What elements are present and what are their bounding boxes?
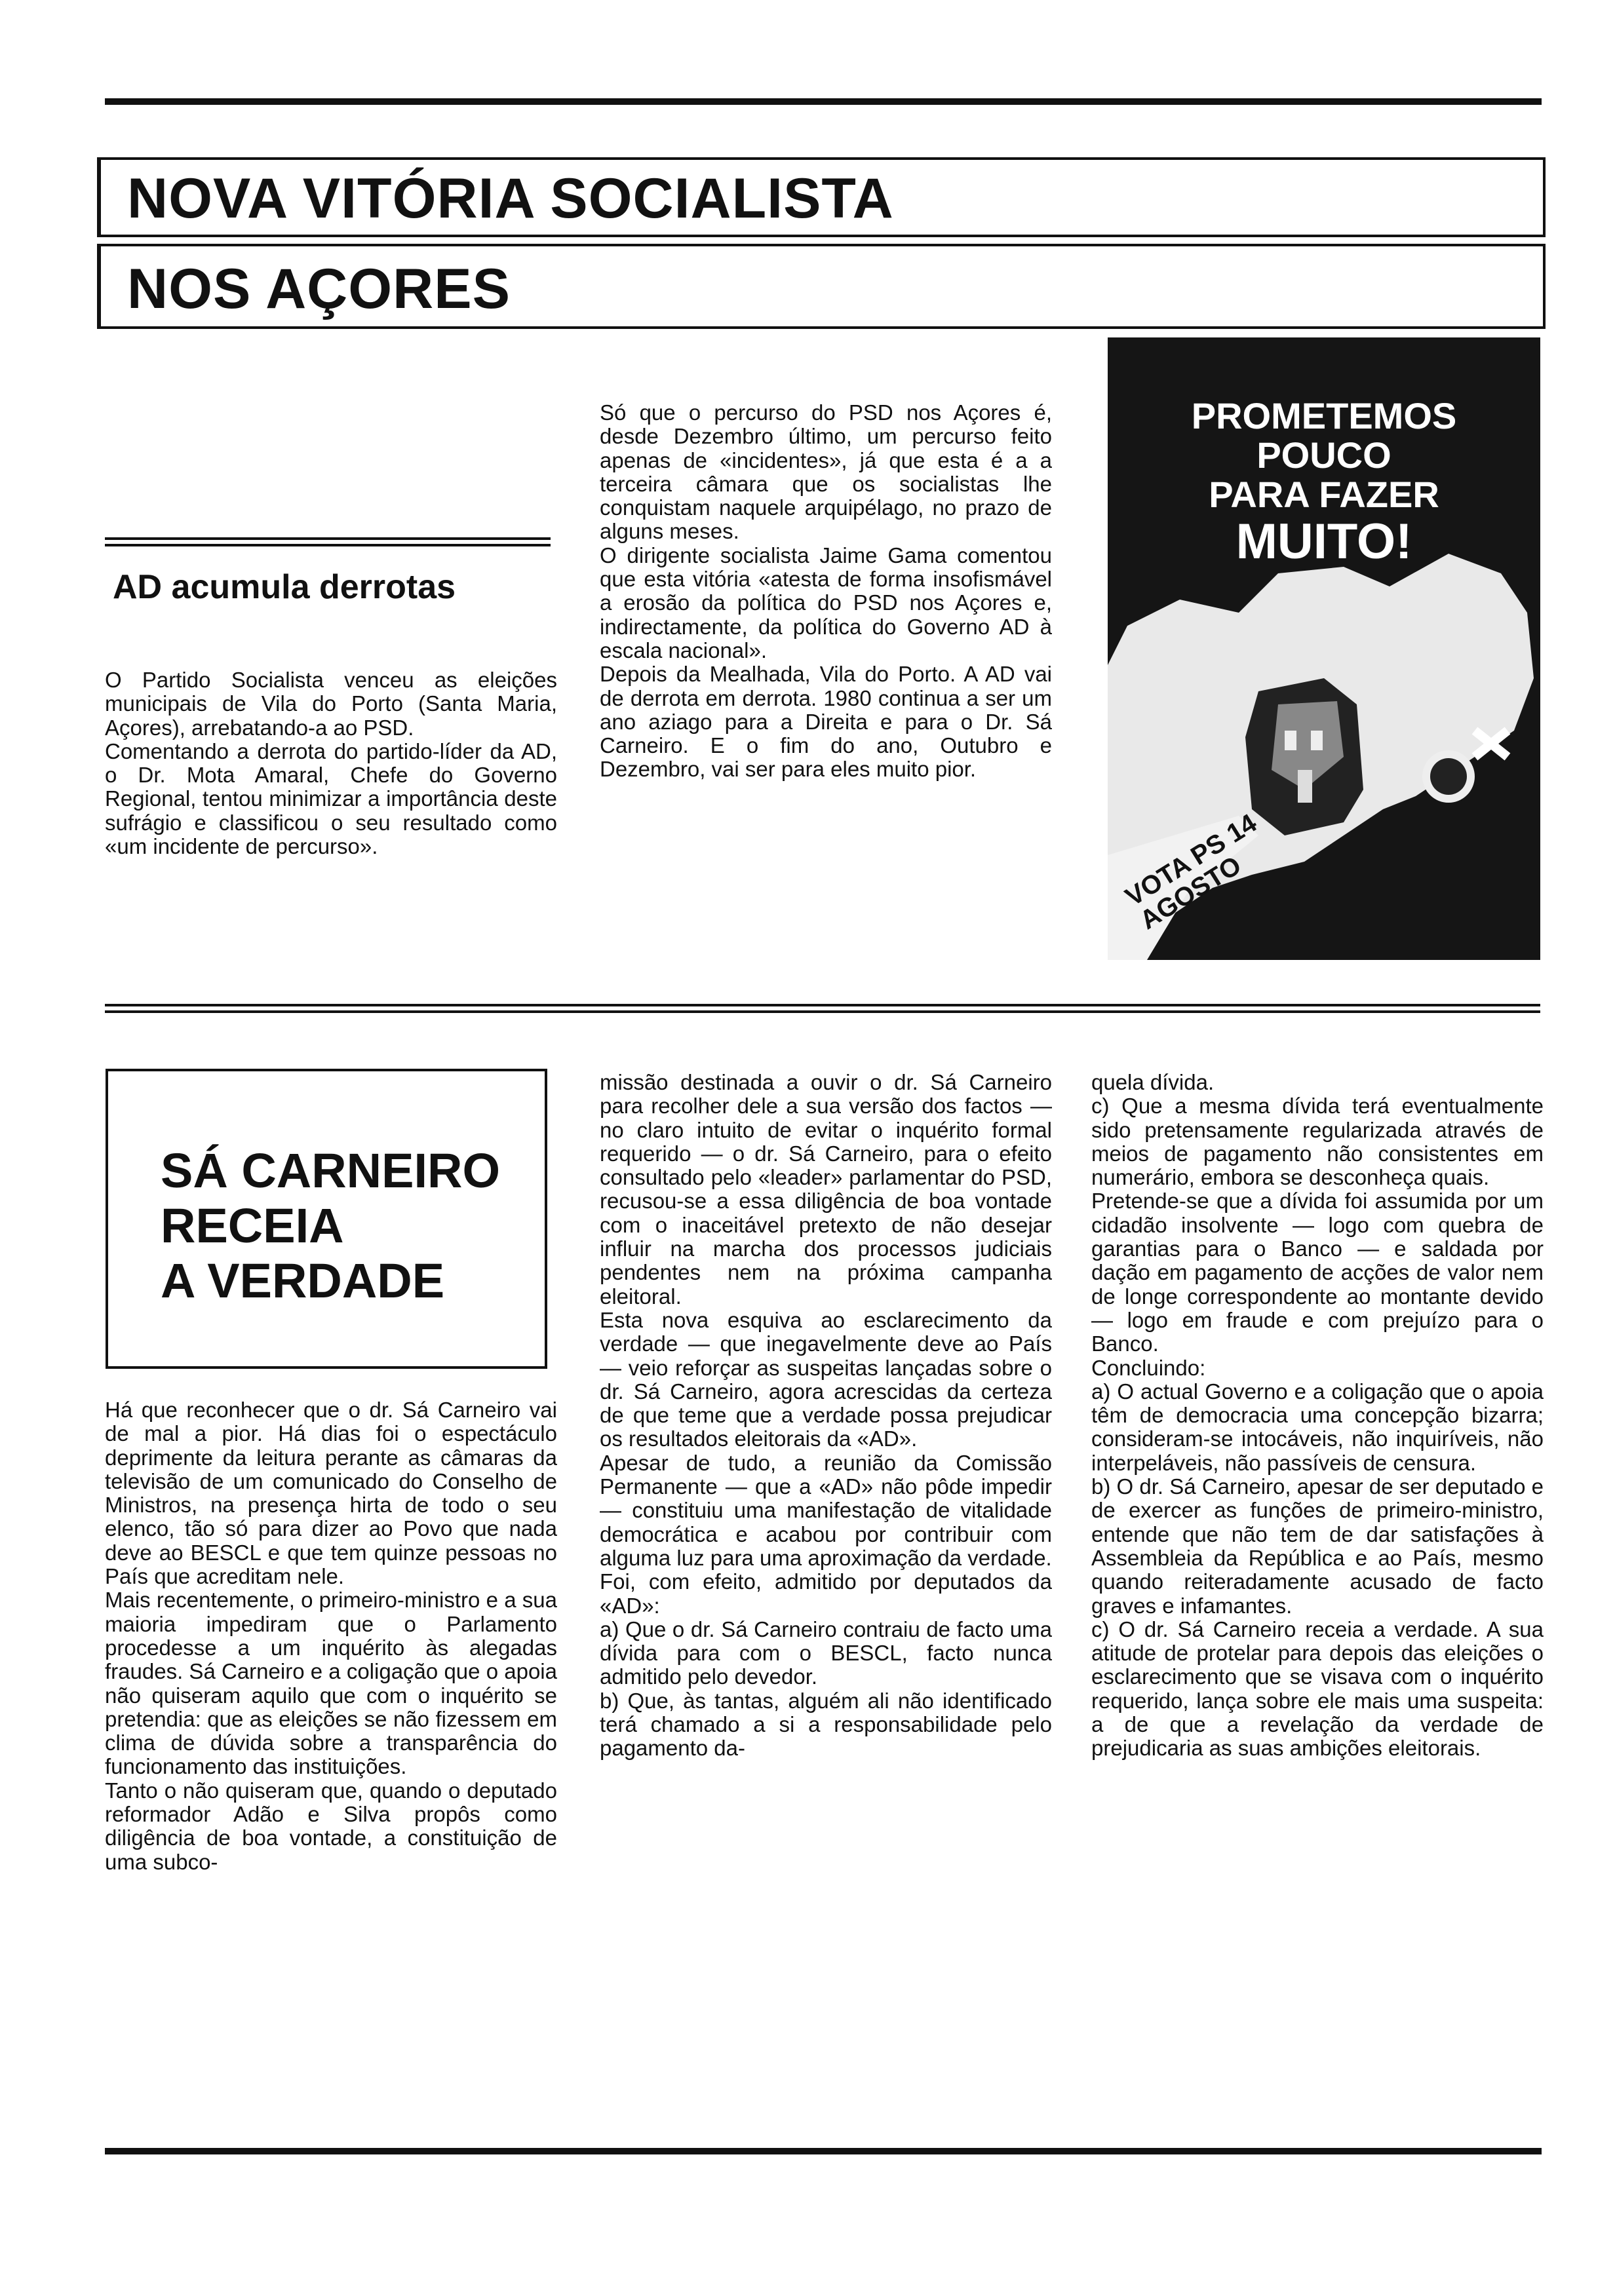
paragraph: Depois da Mealhada, Vila do Porto. A AD vai de derrota em derrota. 1980 continua a ser um ano aziago para a Direita e para o Dr. Sá Carneiro. E o fim do ano, Outubro e Dezembro, vai ser para eles muito pior. bbox=[600, 662, 1052, 782]
headline-line-2: NOS AÇORES bbox=[127, 258, 511, 320]
paragraph: Apesar de tudo, a reunião da Comissão Permanente — que a «AD» não pôde impedir — constituiu uma manifestação de vitalidade democrática e acabou por contribuir com alguma luz para uma aproximação da verdade. bbox=[600, 1450, 1052, 1570]
subhead-ad-acumula: AD acumula derrotas bbox=[113, 568, 456, 606]
paragraph: Tanto o não quiseram que, quando o deputado reformador Adão e Silva propôs como diligência de boa vontade, a constituição de uma subco- bbox=[105, 1778, 557, 1874]
paragraph: a) Que o dr. Sá Carneiro contraiu de facto uma dívida para com o BESCL, facto nunca admitido pelo devedor. bbox=[600, 1617, 1052, 1689]
section-divider bbox=[105, 1004, 1540, 1013]
article1-column-1 bbox=[105, 668, 557, 858]
article2-title-box bbox=[106, 1069, 547, 1368]
paragraph: a) O actual Governo e a coligação que o apoia têm de democracia uma concepção bizarra; consideram-se intocáveis, não inquiríveis, não interpeláveis, não passíveis de censura. bbox=[1091, 1379, 1544, 1475]
bottom-rule bbox=[105, 2148, 1542, 2154]
paragraph: Esta nova esquiva ao esclarecimento da verdade — que inegavelmente deve ao País — veio reforçar as suspeitas lançadas sobre o dr. Sá Carneiro, agora acrescidas da certeza de que teme que a verdade possa prejudicar os resultados eleitorais da «AD». bbox=[600, 1307, 1052, 1451]
article2-column-1 bbox=[105, 1398, 557, 1874]
headline-box-2 bbox=[97, 244, 1546, 329]
article2-title bbox=[161, 1143, 500, 1309]
article1-column-2 bbox=[600, 401, 1052, 782]
paragraph: Mais recentemente, o primeiro-ministro e a sua maioria impediram que o Parlamento procedesse a um inquérito às alegadas fraudes. Sá Carneiro e a coligação que o apoia não quiseram aquilo que com o inquérito se pretendia: que as eleições se não fizessem em clima de dúvida sobre a transparência do funcionamento das instituições. bbox=[105, 1588, 557, 1779]
paragraph: O dirigente socialista Jaime Gama comentou que esta vitória «atesta de forma insofismável a erosão da política do PSD nos Açores e, indirectamente, da política do Governo AD à escala nacional». bbox=[600, 543, 1052, 662]
campaign-poster bbox=[1108, 337, 1540, 960]
article2-column-3 bbox=[1091, 1071, 1544, 1761]
paragraph: Concluindo: bbox=[1091, 1355, 1206, 1380]
top-rule bbox=[105, 98, 1542, 105]
title-line-2: RECEIA bbox=[161, 1198, 344, 1253]
paragraph: Há que reconhecer que o dr. Sá Carneiro vai de mal a pior. Há dias foi o espectáculo deprimente da leitura perante as câmaras da televisão de um comunicado do Conselho de Ministros, na presença hirta de todo o seu elenco, tão só para dizer ao Povo que nada deve ao BESCL e que tem quinze pessoas no País que acreditam nele. bbox=[105, 1398, 557, 1589]
paragraph: Pretende-se que a dívida foi assumida por um cidadão insolvente — logo com quebra de garantias para o Banco — e saldada por dação em pagamento de acções de valor nem de longe correspondente ao montante devido — logo em fraude e com prejuízo para o Banco. bbox=[1091, 1189, 1544, 1356]
subhead-rule bbox=[105, 537, 551, 546]
paragraph: c) Que a mesma dívida terá eventualmente sido pretensamente regularizada através de meios de pagamento não consistentes em numerário, embora se desconheça quais. bbox=[1091, 1094, 1544, 1190]
poster-line-3: PARA FAZER bbox=[1209, 474, 1439, 515]
article2-column-2 bbox=[600, 1071, 1052, 1761]
headline-line-1: NOVA VITÓRIA SOCIALISTA bbox=[127, 167, 894, 230]
paragraph: O Partido Socialista venceu as eleições municipais de Vila do Porto (Santa Maria, Açores), arrebatando-a ao PSD. bbox=[105, 668, 557, 740]
poster-line-4: MUITO! bbox=[1236, 514, 1412, 569]
poster-slogan bbox=[1108, 396, 1540, 569]
paragraph: b) O dr. Sá Carneiro, apesar de ser deputado e de exercer as funções de primeiro-ministro, entende que não tem de dar satisfações à Assembleia da República e ao País, mesmo quando reiteradamente acusado de facto graves e infamantes. bbox=[1091, 1474, 1544, 1618]
paragraph: quela dívida. bbox=[1091, 1070, 1215, 1094]
poster-line-1: PROMETEMOS bbox=[1191, 395, 1457, 436]
title-line-1: SÁ CARNEIRO bbox=[161, 1143, 501, 1198]
poster-stamp-vota-ps: VOTA PS 14 AGOSTO bbox=[1120, 808, 1262, 936]
title-line-3: A VERDADE bbox=[161, 1253, 445, 1308]
paragraph: Foi, com efeito, admitido por deputados da «AD»: bbox=[600, 1569, 1052, 1618]
paragraph: missão destinada a ouvir o dr. Sá Carneiro para recolher dele a sua versão dos factos — no claro intuito de evitar o inquérito formal requerido — o dr. Sá Carneiro, para o efeito consultado pelo «leader» parlamentar do PSD, recusou-se a essa diligência de boa vontade com o inaceitável pretexto de não desejar influir na marcha dos processos judiciais pendentes nem na próxima campanha eleitoral. bbox=[600, 1070, 1052, 1309]
paragraph: b) Que, às tantas, alguém ali não identificado terá chamado a si a responsabilidade pelo pagamento da- bbox=[600, 1688, 1052, 1761]
poster-line-2: POUCO bbox=[1256, 434, 1391, 476]
paragraph: Comentando a derrota do partido-líder da AD, o Dr. Mota Amaral, Chefe do Governo Regional, tentou minimizar a importância deste sufrágio e classificou o seu resultado como «um incidente de percurso». bbox=[105, 738, 557, 859]
paragraph: c) O dr. Sá Carneiro receia a verdade. A sua atitude de protelar para depois das eleições o esclarecimento que se visava com o inquérito requerido, lança sobre ele mais uma suspeita: a de que a revelação da verdade de prejudicaria as suas ambições eleitorais. bbox=[1091, 1617, 1544, 1761]
headline-box-1 bbox=[97, 157, 1546, 237]
paragraph: Só que o percurso do PSD nos Açores é, desde Dezembro último, um percurso feito apenas de «incidentes», já que esta é a a terceira câmara que os socialistas lhe conquistam naquele arquipélago, no prazo de alguns meses. bbox=[600, 400, 1052, 544]
